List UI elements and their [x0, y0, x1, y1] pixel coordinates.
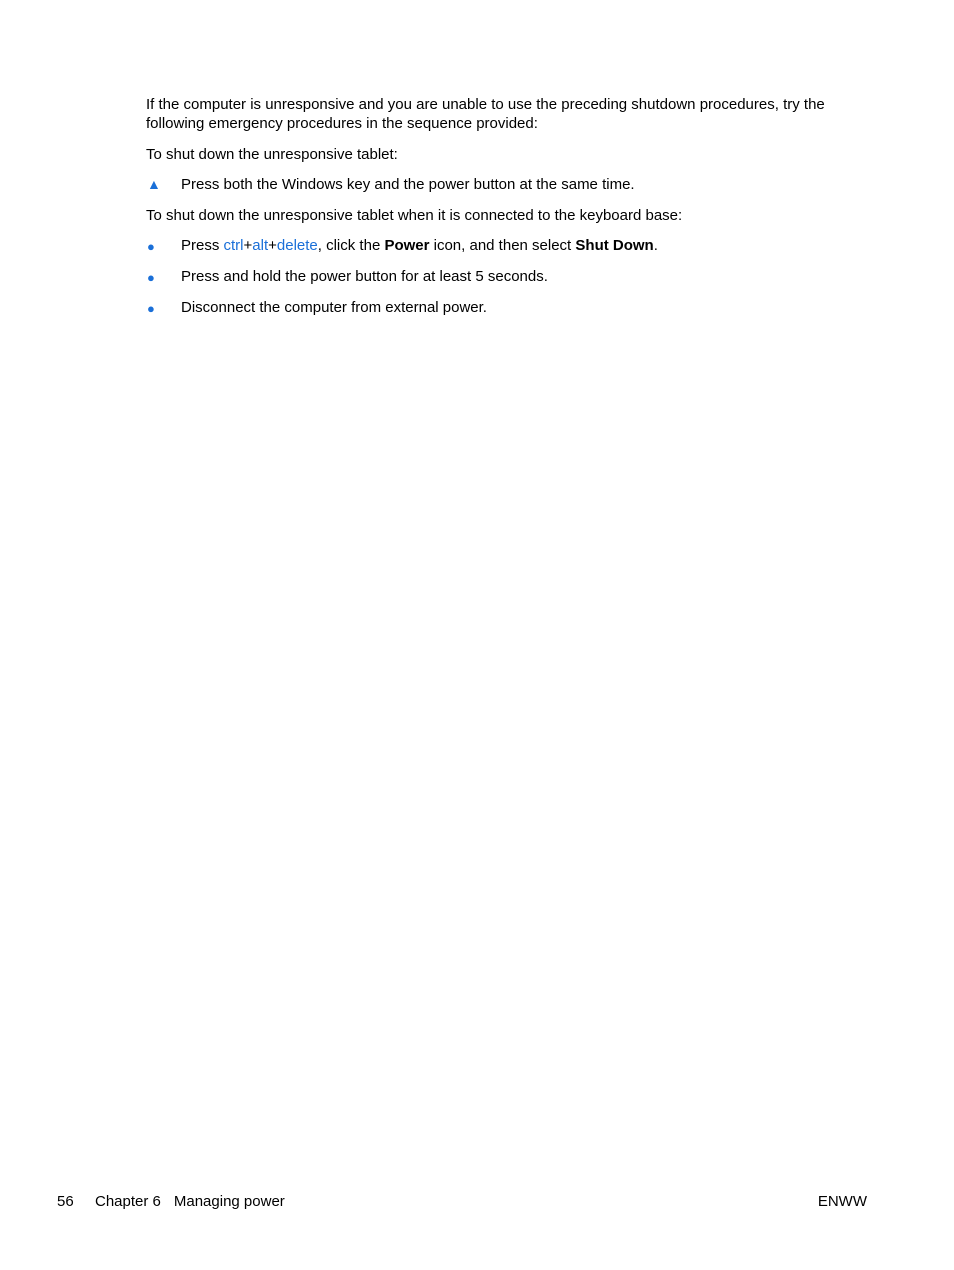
dot-bullet-icon: ●: [147, 301, 155, 316]
dot-bullet-icon: ●: [147, 270, 155, 285]
bullet1-mid: , click the: [317, 237, 385, 254]
list-item: [146, 236, 858, 255]
list-item: [146, 298, 858, 317]
bullet1-text: [181, 237, 658, 254]
plus-sign: +: [268, 237, 277, 254]
page-content: [146, 95, 858, 329]
footer-right-label: ENWW: [817, 1193, 867, 1210]
power-label: Power: [384, 237, 430, 254]
shut-down-label: Shut Down: [575, 237, 654, 254]
bullet2-text: Press and hold the power button for at least 5 seconds.: [181, 268, 548, 285]
footer-left: [57, 1192, 285, 1211]
tablet-heading: To shut down the unresponsive tablet:: [146, 146, 398, 163]
list-item: [146, 267, 858, 286]
triangle-bullet-icon: ▲: [147, 176, 161, 192]
bullet3-text: Disconnect the computer from external power.: [181, 299, 487, 316]
bullet1-mid2: icon, and then select: [429, 237, 576, 254]
key-ctrl: ctrl: [223, 237, 244, 254]
key-alt: alt: [252, 237, 269, 254]
intro-paragraph: If the computer is unresponsive and you are unable to use the preceding shutdown procedures, try the following emergency procedures in the sequence provided:: [146, 96, 825, 132]
page-number: 56: [57, 1193, 74, 1210]
keyboard-heading: To shut down the unresponsive tablet when it is connected to the keyboard base:: [146, 207, 683, 224]
tablet-step: [146, 175, 858, 194]
bullet1-press: Press: [181, 237, 224, 254]
chapter-label: Chapter 6: [95, 1193, 161, 1210]
dot-bullet-icon: ●: [147, 239, 155, 254]
tablet-step-text: Press both the Windows key and the power button at the same time.: [181, 176, 635, 193]
plus-sign: +: [243, 237, 253, 254]
bullet1-end: .: [653, 237, 658, 254]
chapter-title: Managing power: [173, 1193, 285, 1210]
key-delete: delete: [276, 237, 318, 254]
